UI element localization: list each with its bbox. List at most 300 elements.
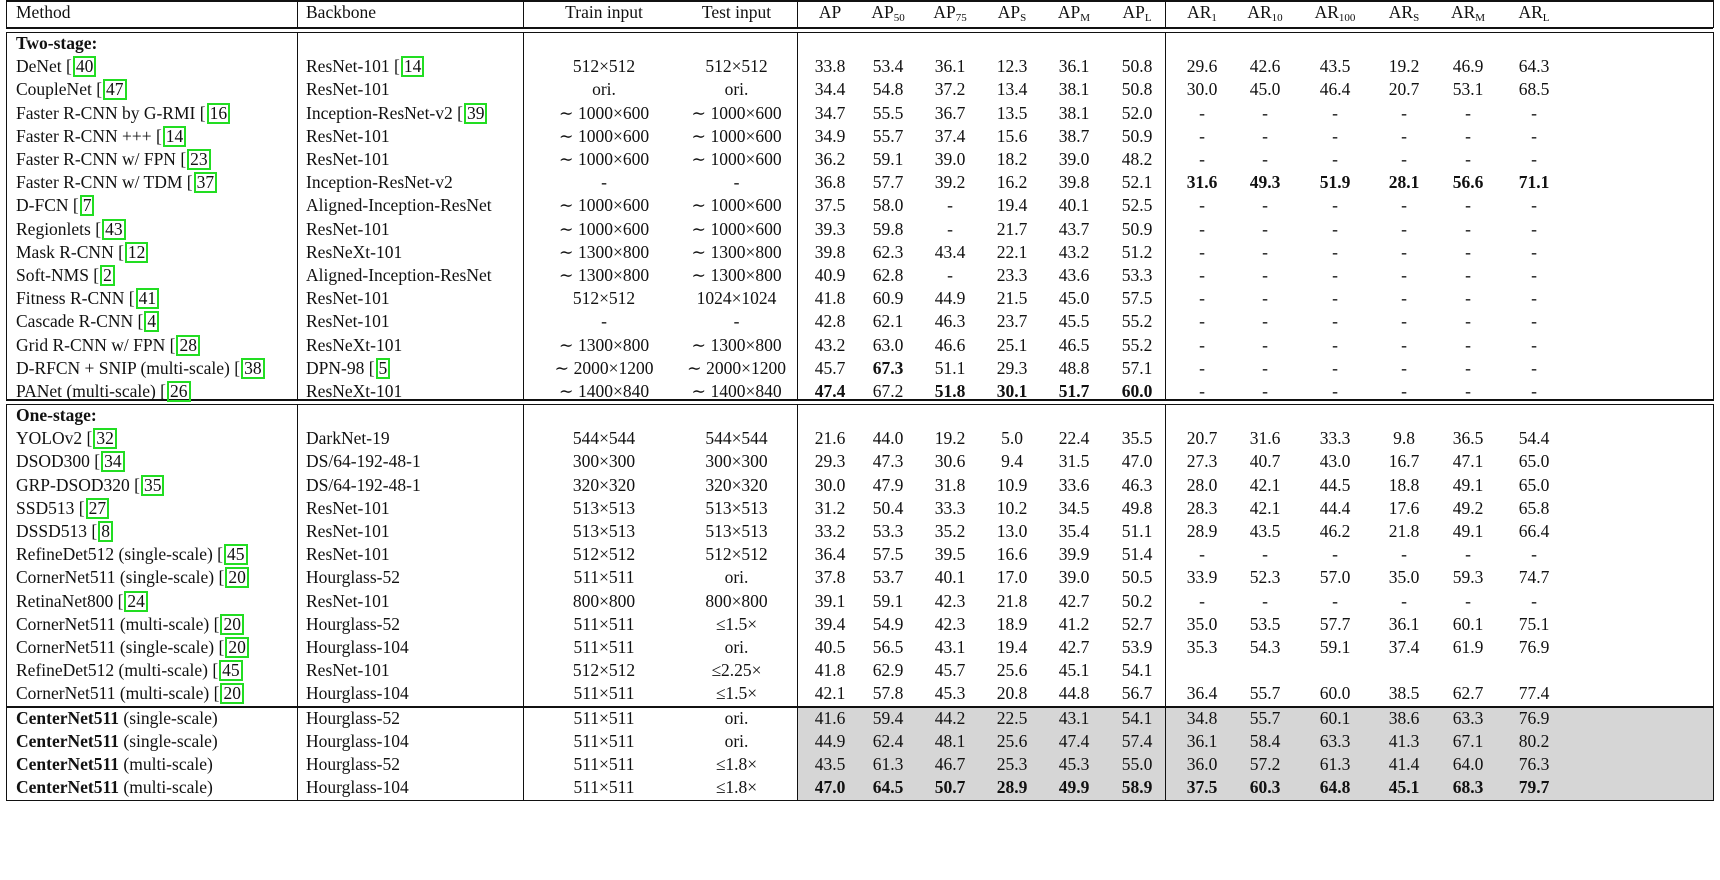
table-row [6, 102, 1714, 125]
ap-header-0: AP [818, 2, 842, 22]
table-row [6, 659, 1714, 682]
citation-link[interactable]: 43 [102, 219, 126, 240]
ar-value [1506, 659, 1562, 682]
train-input-cell: 511×511 [573, 730, 635, 751]
ap-value: 55.5 [872, 102, 904, 123]
ar-value: 63.3 [1319, 730, 1351, 751]
ar-value: 77.4 [1518, 683, 1550, 704]
ar-value: 28.9 [1186, 521, 1218, 541]
ar-value: 36.0 [1186, 753, 1218, 774]
ap-value: 39.0 [1058, 567, 1090, 588]
ar-value: - [1262, 590, 1268, 611]
ap-value: 50.4 [872, 497, 904, 518]
ar-value: - [1465, 195, 1471, 216]
citation-link[interactable]: 35 [141, 475, 165, 496]
ap-value: 25.3 [996, 753, 1028, 774]
citation-link[interactable]: 8 [98, 521, 113, 542]
ap-value: 31.8 [934, 474, 966, 495]
ar-value: 49.3 [1249, 172, 1281, 193]
ap-value: 64.5 [872, 777, 904, 798]
test-input-cell: - [733, 311, 740, 332]
train-input-cell: ∼ 1000×600 [558, 149, 650, 169]
train-input-cell: 513×513 [572, 497, 636, 518]
ap-value: 39.2 [934, 172, 966, 193]
ar-value: 75.1 [1518, 613, 1550, 634]
ap-value: 21.6 [814, 428, 846, 449]
backbone-cell: ResNet-101 [306, 311, 390, 332]
ar-value: - [1531, 218, 1537, 239]
ap-value: 18.2 [996, 149, 1028, 169]
ar-value: - [1401, 288, 1407, 309]
test-input-cell: - [733, 172, 740, 193]
ap-value: 16.2 [996, 172, 1028, 193]
backbone-cell: DS/64-192-48-1 [306, 451, 421, 472]
train-input-cell: ∼ 1000×600 [558, 195, 650, 216]
backbone-cell: Inception-ResNet-v2 [ 39 [306, 102, 526, 125]
ar-value: - [1262, 311, 1268, 332]
ar-value: - [1531, 241, 1537, 262]
table-row [6, 427, 1714, 450]
table-row [6, 730, 1714, 753]
ap-value: 29.3 [814, 451, 846, 472]
ar-value: - [1531, 590, 1537, 611]
ap-value: 50.7 [934, 777, 966, 798]
ar-value: - [1332, 288, 1338, 309]
column-rule [523, 0, 524, 28]
test-input-cell: ≤2.25× [711, 660, 762, 681]
ar-value: - [1401, 544, 1407, 565]
ar-value: - [1332, 241, 1338, 262]
ar-value: - [1401, 218, 1407, 239]
citation-link[interactable]: 14 [401, 56, 425, 77]
method-cell: DSOD300 [ 34 [16, 450, 296, 473]
citation-link[interactable]: 2 [100, 265, 115, 286]
ap-value: 15.6 [996, 125, 1028, 146]
ar-value: 42.1 [1249, 474, 1281, 495]
train-input-cell: 800×800 [572, 590, 636, 611]
ar-header-1: $AR_{10}$ [1247, 2, 1283, 24]
ar-value: 65.0 [1518, 451, 1550, 472]
test-input-cell: ≤1.8× [715, 777, 758, 798]
table-row [6, 613, 1714, 636]
ap-value: 44.2 [934, 707, 966, 728]
ap-value: 54.1 [1121, 660, 1153, 681]
train-input-cell: 511×511 [573, 683, 635, 704]
ap-value: 55.2 [1121, 334, 1153, 355]
ap-value: 18.9 [996, 613, 1028, 634]
ar-value: 33.9 [1186, 567, 1218, 588]
table-row [6, 78, 1714, 101]
table-row [6, 264, 1714, 287]
ar-value: - [1401, 357, 1407, 378]
ap-value: 51.4 [1121, 544, 1153, 565]
ar-value: - [1332, 357, 1338, 378]
backbone-cell: ResNeXt-101 [306, 381, 403, 401]
ar-value: - [1332, 125, 1338, 146]
method-cell: CornerNet511 (single-scale) [ 20 [16, 636, 296, 659]
ar-value: 20.7 [1186, 428, 1218, 449]
backbone-cell: ResNet-101 [ 14 [306, 55, 526, 78]
ap-value: 23.7 [996, 311, 1028, 332]
ar-header-5: $AR_L$ [1518, 2, 1550, 24]
backbone-cell: Hourglass-104 [306, 777, 409, 798]
ar-value: 65.8 [1518, 497, 1550, 518]
backbone-cell: Hourglass-52 [306, 613, 400, 634]
ap-value: 40.1 [934, 567, 966, 588]
ap-value: 43.2 [1058, 241, 1090, 262]
ar-value: - [1531, 195, 1537, 216]
ap-value: 62.9 [872, 660, 904, 681]
table-row [6, 357, 1714, 380]
ap-value: 48.1 [934, 730, 966, 751]
ar-value: 30.0 [1186, 79, 1218, 100]
ar-value: 29.6 [1186, 56, 1218, 77]
ap-value: - [947, 195, 953, 216]
ap-value: 33.3 [934, 497, 966, 518]
train-input-cell: 511×511 [573, 777, 635, 798]
ap-value: 42.1 [814, 683, 846, 704]
method-cell: CornerNet511 (multi-scale) [ 20 [16, 682, 296, 705]
table-row [6, 707, 1714, 730]
ar-value: - [1332, 218, 1338, 239]
ap-value: 33.2 [814, 521, 846, 541]
ap-header-1: $AP_{50}$ [871, 2, 905, 24]
ar-value: 64.3 [1518, 56, 1550, 77]
ap-value: 36.1 [1058, 56, 1090, 77]
method-cell: GRP-DSOD320 [ 35 [16, 474, 296, 497]
ap-value: 50.8 [1121, 56, 1153, 77]
ap-value: 56.5 [872, 637, 904, 657]
citation-link[interactable]: 20 [220, 683, 244, 704]
ap-value: 35.2 [934, 521, 966, 541]
ar-value: - [1262, 218, 1268, 239]
method-cell: Mask R-CNN [ 12 [16, 241, 296, 264]
ap-value: 57.1 [1121, 357, 1153, 378]
ap-value: 46.6 [934, 334, 966, 355]
citation-link[interactable]: 45 [219, 660, 243, 681]
table-rule [6, 0, 1713, 2]
ar-value: 71.1 [1518, 172, 1550, 193]
ar-value: - [1531, 381, 1537, 401]
section-title: Two-stage: [16, 33, 98, 53]
ap-value: 56.7 [1121, 683, 1153, 704]
ap-value: 45.3 [1058, 753, 1090, 774]
ar-value: 53.1 [1452, 79, 1484, 100]
ar-value [1440, 659, 1496, 682]
test-input-cell: ∼ 1000×600 [691, 102, 782, 123]
citation-link[interactable]: 20 [225, 637, 249, 658]
citation-link[interactable]: 12 [125, 242, 149, 263]
ap-value: 39.0 [934, 149, 966, 169]
ap-value: 46.3 [1121, 474, 1153, 495]
ap-value: 36.8 [814, 172, 846, 193]
ap-value: 29.3 [996, 357, 1028, 378]
test-input-cell: ∼ 2000×1200 [687, 357, 786, 378]
ap-value: 41.6 [814, 707, 846, 728]
ap-value: 37.2 [934, 79, 966, 100]
ar-value: - [1199, 125, 1205, 146]
ar-value [1174, 659, 1230, 682]
ap-value: 42.7 [1058, 590, 1090, 611]
ap-value: 30.1 [996, 381, 1028, 401]
ar-value: 55.7 [1249, 707, 1281, 728]
citation-link[interactable]: 45 [224, 544, 248, 565]
ap-value: 44.9 [934, 288, 966, 309]
citation-link[interactable]: 32 [93, 428, 117, 449]
ar-value: 34.8 [1186, 707, 1218, 728]
table-row [6, 682, 1714, 705]
ar-value: - [1531, 357, 1537, 378]
ap-value: 44.0 [872, 428, 904, 449]
ap-value: 67.2 [872, 381, 904, 401]
ap-value: 42.3 [934, 613, 966, 634]
method-cell: Faster R-CNN +++ [ 14 [16, 125, 296, 148]
ar-value: - [1199, 149, 1205, 169]
ap-value: 37.4 [934, 125, 966, 146]
ap-value: 47.4 [1058, 730, 1090, 751]
backbone-cell: ResNet-101 [306, 544, 390, 565]
ap-value: 39.4 [814, 613, 846, 634]
ap-value: 48.2 [1121, 149, 1153, 169]
ar-value: 35.3 [1186, 637, 1218, 657]
ar-value: 43.5 [1249, 521, 1281, 541]
ar-value: 62.7 [1452, 683, 1484, 704]
ar-value: - [1531, 311, 1537, 332]
method-cell: RefineDet512 (multi-scale) [ 45 [16, 659, 296, 682]
citation-link[interactable]: 4 [144, 311, 159, 332]
ar-value: - [1199, 218, 1205, 239]
citation-link[interactable]: 39 [464, 103, 488, 124]
ar-value [1237, 659, 1293, 682]
citation-link[interactable]: 7 [80, 195, 95, 216]
test-input-cell: ori. [724, 567, 749, 588]
ar-value: - [1531, 102, 1537, 123]
ap-value: 62.1 [872, 311, 904, 332]
ap-value: 51.8 [934, 381, 966, 401]
test-input-cell: ∼ 1300×800 [691, 334, 782, 355]
ar-value: 58.4 [1249, 730, 1281, 751]
train-input-cell: 511×511 [573, 707, 635, 728]
ar-value: - [1262, 334, 1268, 355]
ap-value: 42.8 [814, 311, 846, 332]
ap-value: 43.2 [814, 334, 846, 355]
ap-value: 39.0 [1058, 149, 1090, 169]
ap-value: 48.8 [1058, 357, 1090, 378]
ap-value: 40.9 [814, 265, 846, 285]
ap-value: 52.1 [1121, 172, 1153, 193]
column-rule [1165, 0, 1166, 28]
ar-header-3: $AR_S$ [1388, 2, 1420, 24]
ap-value: 51.1 [1121, 521, 1153, 541]
backbone-cell: DPN-98 [ 5 [306, 357, 526, 380]
ap-value: 41.8 [814, 288, 846, 309]
ar-value: - [1332, 195, 1338, 216]
ap-value: 10.9 [996, 474, 1028, 495]
ar-value: 44.4 [1319, 497, 1351, 518]
test-input-cell: 544×544 [705, 428, 768, 449]
ap-value: 40.5 [814, 637, 846, 657]
ar-value: - [1199, 311, 1205, 332]
ap-value: 47.0 [814, 777, 846, 798]
ar-value: 80.2 [1518, 730, 1550, 751]
table-row [6, 218, 1714, 241]
ar-value: 9.8 [1393, 428, 1415, 449]
ar-value: 45.1 [1388, 777, 1420, 798]
table-row [6, 474, 1714, 497]
ap-value: 39.8 [1058, 172, 1090, 193]
backbone-cell: Hourglass-52 [306, 707, 400, 728]
table-row [6, 125, 1714, 148]
ap-value: 63.0 [872, 334, 904, 355]
ar-value: 46.4 [1319, 79, 1351, 100]
section-title: One-stage: [16, 405, 97, 425]
citation-link[interactable]: 23 [187, 149, 211, 170]
ar-value: 49.1 [1452, 521, 1484, 541]
ap-value: 36.1 [934, 56, 966, 77]
ap-value: 31.5 [1058, 451, 1090, 472]
citation-link[interactable]: 26 [167, 381, 191, 402]
test-input-cell: ∼ 1000×600 [691, 218, 782, 239]
ap-value: 54.1 [1121, 707, 1153, 728]
ar-value: - [1332, 265, 1338, 285]
ap-value: 30.6 [934, 451, 966, 472]
ar-value: 43.0 [1319, 451, 1351, 472]
table-row [6, 566, 1714, 589]
ap-value: 47.9 [872, 474, 904, 495]
ap-value: 19.4 [996, 195, 1028, 216]
citation-link[interactable]: 47 [103, 79, 127, 100]
citation-link[interactable]: 5 [376, 358, 391, 379]
ar-value: 79.7 [1518, 777, 1550, 798]
citation-link[interactable]: 37 [194, 172, 218, 193]
citation-link[interactable]: 16 [207, 103, 231, 124]
ap-value: 43.7 [1058, 218, 1090, 239]
ar-value: 76.9 [1518, 637, 1550, 657]
citation-link[interactable]: 41 [136, 288, 160, 309]
ap-value: 60.0 [1121, 381, 1153, 401]
test-input-cell: 512×512 [705, 56, 768, 77]
test-input-cell: 320×320 [705, 474, 768, 495]
backbone-cell: Hourglass-104 [306, 683, 409, 704]
ar-value: 51.9 [1319, 172, 1351, 193]
citation-link[interactable]: 20 [220, 614, 244, 635]
ar-value: - [1465, 590, 1471, 611]
ar-value: 64.0 [1452, 753, 1484, 774]
citation-link[interactable]: 24 [124, 591, 148, 612]
test-input-cell: ≤1.8× [715, 753, 758, 774]
ap-value: 43.6 [1058, 265, 1090, 285]
ap-value: 55.2 [1121, 311, 1153, 332]
citation-link[interactable]: 27 [86, 498, 110, 519]
table-row [6, 450, 1714, 473]
ap-value: 53.9 [1121, 637, 1153, 657]
ap-value: 50.2 [1121, 590, 1153, 611]
ap-value: 43.5 [814, 753, 846, 774]
citation-link[interactable]: 34 [101, 451, 125, 472]
backbone-cell: DS/64-192-48-1 [306, 474, 421, 495]
ar-value: - [1199, 590, 1205, 611]
table-row [6, 334, 1714, 357]
ar-value: 38.6 [1388, 707, 1420, 728]
ar-value: - [1332, 149, 1338, 169]
citation-link[interactable]: 28 [176, 335, 200, 356]
citation-link[interactable]: 14 [163, 126, 187, 147]
ar-value: - [1262, 265, 1268, 285]
ar-value: - [1199, 265, 1205, 285]
ar-value: 60.1 [1319, 707, 1351, 728]
ar-value: 20.7 [1388, 79, 1420, 100]
ar-value: - [1465, 288, 1471, 309]
ap-value: 51.7 [1058, 381, 1090, 401]
ap-value: 57.7 [872, 172, 904, 193]
column-rule [6, 0, 7, 28]
ar-value: 18.8 [1388, 474, 1420, 495]
table-rule [6, 800, 1713, 802]
ar-value: 61.9 [1452, 637, 1484, 657]
ar-value: 17.6 [1388, 497, 1420, 518]
ar-value: - [1199, 381, 1205, 401]
ap-value: 16.6 [996, 544, 1028, 565]
ar-value: 61.3 [1319, 753, 1351, 774]
ap-value: 58.9 [1121, 777, 1153, 798]
ar-value: 68.5 [1518, 79, 1550, 100]
train-input-cell: 544×544 [572, 428, 636, 449]
ar-value: - [1262, 149, 1268, 169]
citation-link[interactable]: 20 [225, 567, 249, 588]
test-input-cell: ≤1.5× [715, 613, 758, 634]
ar-value: 27.3 [1186, 451, 1218, 472]
ar-value: - [1531, 265, 1537, 285]
ap-value: 59.1 [872, 590, 904, 611]
train-input-cell: ∼ 1000×600 [558, 102, 650, 123]
ap-value: 36.4 [814, 544, 846, 565]
ap-value: 44.9 [814, 730, 846, 751]
citation-link[interactable]: 38 [241, 358, 265, 379]
ar-value: 47.1 [1452, 451, 1484, 472]
train-input-cell: 512×512 [572, 288, 636, 309]
train-input-cell: ∼ 1300×800 [558, 241, 650, 262]
ar-value: - [1332, 311, 1338, 332]
citation-link[interactable]: 40 [73, 56, 97, 77]
ap-value: 19.2 [934, 428, 966, 449]
ap-value: 10.2 [996, 497, 1028, 518]
ap-value: 33.8 [814, 56, 846, 77]
ar-value: 41.4 [1388, 753, 1420, 774]
column-rule [797, 0, 798, 28]
ap-value: 44.8 [1058, 683, 1090, 704]
ar-value: - [1262, 544, 1268, 565]
ap-value: 45.3 [934, 683, 966, 704]
ap-value: 39.9 [1058, 544, 1090, 565]
ap-value: 45.7 [814, 357, 846, 378]
table-row [6, 753, 1714, 776]
method-cell: CenterNet511 (single-scale) [16, 730, 218, 751]
ap-value: 20.8 [996, 683, 1028, 704]
ap-value: 21.8 [996, 590, 1028, 611]
ar-value: - [1531, 334, 1537, 355]
ar-value: 36.1 [1186, 730, 1218, 751]
table-rule [6, 27, 1713, 29]
ap-value: 59.8 [872, 218, 904, 239]
method-cell: DeNet [ 40 [16, 55, 296, 78]
test-input-cell: 512×512 [705, 544, 768, 565]
ap-value: 54.8 [872, 79, 904, 100]
ap-value: 34.4 [814, 79, 846, 100]
ar-value: - [1401, 334, 1407, 355]
ap-value: 30.0 [814, 474, 846, 495]
ap-value: 23.3 [996, 265, 1028, 285]
ar-header-0: $AR_1$ [1187, 2, 1217, 24]
